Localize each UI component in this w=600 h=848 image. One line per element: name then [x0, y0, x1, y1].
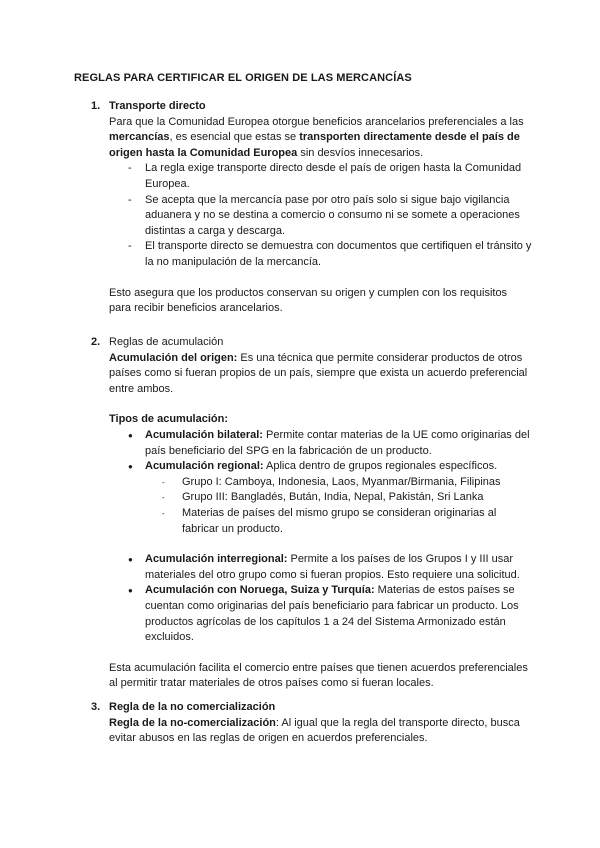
section-heading	[92, 99, 532, 115]
intro-text: Para que la Comunidad Europea otorgue beneficios arancelarios preferenciales a las	[109, 115, 524, 128]
intro-bold: transporten directamente desde el país de origen hasta la Comunidad Europea	[109, 131, 520, 159]
list-item: - El transporte directo se demuestra con documentos que certifiquen el tránsito y la no manipulación de la mercancía.	[128, 239, 532, 270]
item-text: Materias de estos países se cuentan como originarias del país beneficiario para fabricar un producto. Los productos agrícolas de los capítulos 1 a 24 del Sistema Armonizado están excluidos.	[145, 584, 519, 644]
item-label: Acumulación regional:	[145, 460, 264, 473]
list-item: - Grupo I: Camboya, Indonesia, Laos, Myanmar/Birmania, Filipinas	[162, 475, 532, 491]
intro-text: sin desvíos innecesarios.	[297, 146, 424, 159]
document-title: REGLAS PARA CERTIFICAR EL ORIGEN DE LAS MERCANCÍAS	[74, 72, 412, 84]
item-label: Acumulación bilateral:	[145, 428, 263, 441]
item-text: Permite contar materias de la UE como originarias del país beneficiario del SPG en la fabricación de un producto.	[145, 428, 530, 457]
section-closing: Esto asegura que los productos conservan su origen y cumplen con los requisitos para recibir beneficios arancelarios.	[109, 286, 508, 315]
section-title: Reglas de acumulación	[109, 336, 224, 348]
list-item	[128, 583, 532, 645]
list-item: - La regla exige transporte directo desde el país de origen hasta la Comunidad Europea.	[128, 161, 532, 192]
section-heading	[92, 700, 532, 716]
definition-label: Regla de la no-comercialización	[109, 716, 276, 729]
definition-label: Acumulación del origen:	[109, 351, 238, 364]
accumulation-types-list-continued	[128, 552, 532, 646]
list-item	[128, 428, 532, 459]
section-number: 1.	[91, 100, 101, 112]
item-text: Aplica dentro de grupos regionales específicos.	[263, 460, 498, 473]
intro-bold: mercancías	[109, 131, 170, 144]
types-heading	[109, 412, 532, 428]
types-label: Tipos de acumulación:	[109, 413, 228, 426]
section-title: Transporte directo	[109, 100, 206, 112]
item-label: Acumulación interregional:	[145, 553, 288, 566]
definition-text: Es una técnica que permite considerar productos de otros países como si fueran propios de un país, siempre que exista un acuerdo preferencial entre ambos.	[109, 351, 528, 395]
regional-groups-list	[162, 475, 532, 537]
section-reglas-acumulacion	[92, 335, 532, 692]
section-number: 3.	[91, 701, 101, 713]
section-heading	[92, 335, 532, 351]
section-closing: Esta acumulación facilita el comercio entre países que tienen acuerdos preferenciales al permitir tratar materiales de otros países como si fueran locales.	[109, 661, 528, 690]
list-item: - Materias de países del mismo grupo se consideran originarias al fabricar un producto.	[162, 506, 532, 537]
list-item	[128, 552, 532, 583]
list-item: - Se acepta que la mercancía pase por otro país solo si sigue bajo vigilancia aduanera y no se destina a comercio o consumo ni se somete a operaciones distintas a carga y descarga.	[128, 193, 532, 240]
definition	[109, 716, 532, 747]
accumulation-types-list	[128, 428, 532, 537]
section-number: 2.	[91, 336, 101, 348]
section-title: Regla de la no comercialización	[109, 701, 276, 713]
section-intro	[109, 115, 532, 162]
definition-text: : Al igual que la regla del transporte directo, busca evitar abusos en las reglas de origen en acuerdos preferenciales.	[109, 716, 520, 745]
section-transporte-directo	[92, 99, 532, 317]
list-item	[128, 459, 532, 537]
section-no-comercializacion	[92, 700, 532, 747]
item-text: Permite a los países de los Grupos I y III usar materiales del otro grupo como si fueran propios. Esto requiere una solicitud.	[145, 553, 520, 581]
dash-list	[128, 161, 532, 270]
intro-text: , es esencial que estas se	[169, 131, 300, 144]
list-item: - Grupo III: Bangladés, Bután, India, Nepal, Pakistán, Sri Lanka	[162, 490, 532, 506]
definition	[109, 351, 532, 398]
item-label: Acumulación con Noruega, Suiza y Turquía:	[145, 584, 375, 597]
